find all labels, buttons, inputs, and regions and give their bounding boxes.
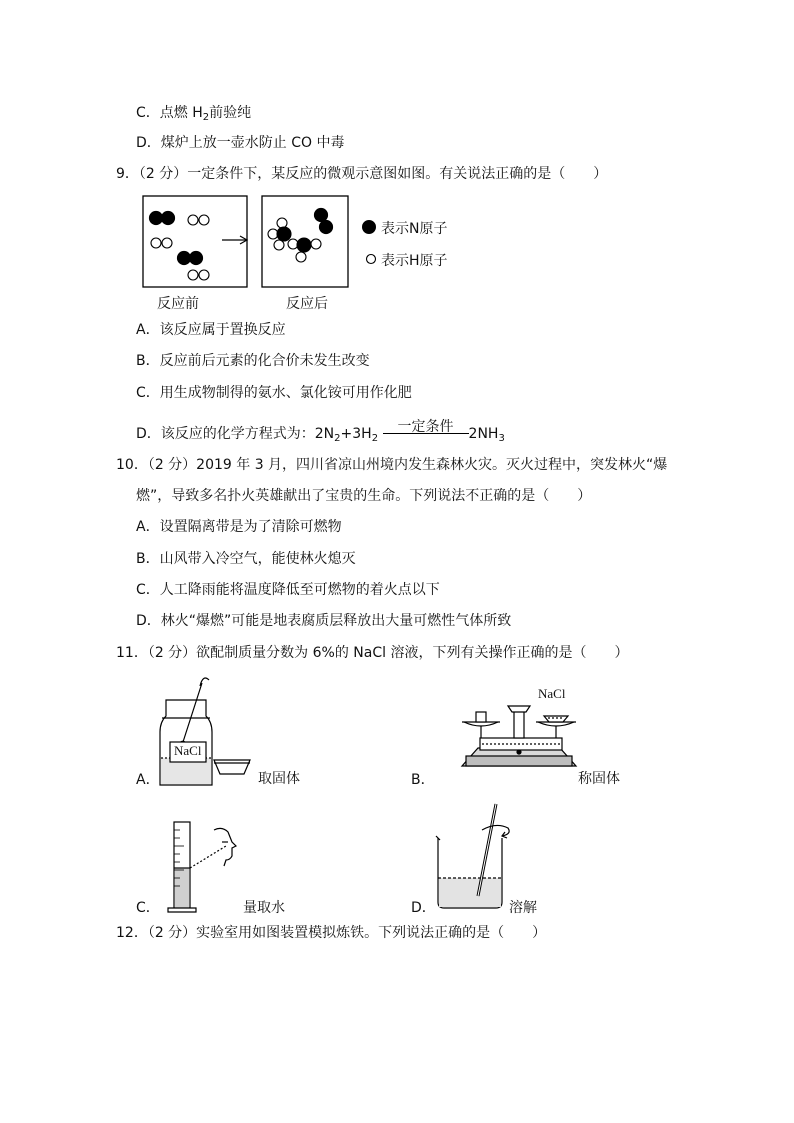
option-b-letter: B． (411, 772, 435, 788)
option-a-caption: 取固体 (258, 771, 300, 787)
option-d-letter: D． (411, 900, 436, 916)
equation-part: D．该反应的化学方程式为：2N (136, 426, 335, 442)
subscript: 3 (498, 433, 505, 444)
option-b-caption: 称固体 (578, 771, 620, 787)
question-12-stem: 12．（2 分）实验室用如图装置模拟炼铁。下列说法正确的是（ ） (116, 925, 547, 941)
q9-option-c: C．用生成物制得的氨水、氯化铵可用作化肥 (136, 385, 412, 401)
q9-option-b: B．反应前后元素的化合价未发生改变 (136, 353, 370, 369)
q10-option-d: D．林火“爆燃”可能是地表腐质层释放出大量可燃性气体所致 (136, 613, 512, 629)
question-10-stem-line1: 10．（2 分）2019 年 3 月，四川省凉山州境内发生森林火灾。灭火过程中，突发林火“爆 (116, 457, 668, 473)
option-text-tail: 前验纯 (209, 105, 252, 121)
question-11-stem: 11．（2 分）欲配制质量分数为 6%的 NaCl 溶液，下列有关操作正确的是（ ） (116, 645, 629, 661)
option-a-letter: A． (136, 772, 160, 788)
q10-option-c: C．人工降雨能将温度降低至可燃物的着火点以下 (136, 582, 440, 598)
option-c-caption: 量取水 (243, 900, 285, 916)
q10-option-b: B．山风带入冷空气，能使林火熄灭 (136, 551, 356, 567)
before-label: 反应前 (157, 296, 199, 312)
bottle-label: NaCl (174, 743, 202, 758)
subscript: 2 (202, 112, 210, 123)
question-10-stem-line2: 燃”，导致多名扑火英雄献出了宝贵的生命。下列说法不正确的是（ ） (136, 488, 592, 504)
option-text: C．点燃 H (136, 105, 203, 121)
after-label: 反应后 (286, 296, 328, 312)
option-d-prev: D．煤炉上放一壶水防止 CO 中毒 (136, 135, 345, 151)
subscript: 2 (371, 433, 379, 444)
q9-option-a: A．该反应属于置换反应 (136, 322, 286, 338)
balance-nacl-label: NaCl (538, 686, 566, 701)
question-9-stem: 9．（2 分）一定条件下，某反应的微观示意图如图。有关说法正确的是（ ） (116, 166, 608, 182)
legend-n-label: 表示N原子 (381, 221, 448, 237)
condition-text: 一定条件 (397, 419, 454, 435)
equation-part: +3H (340, 426, 372, 442)
q10-option-a: A．设置隔离带是为了清除可燃物 (136, 519, 342, 535)
equation-part: 2NH (468, 426, 499, 442)
subscript: 2 (334, 433, 341, 444)
option-d-caption: 溶解 (509, 900, 537, 916)
legend-h-label: 表示H原子 (381, 253, 448, 269)
option-c-letter: C． (136, 900, 160, 916)
